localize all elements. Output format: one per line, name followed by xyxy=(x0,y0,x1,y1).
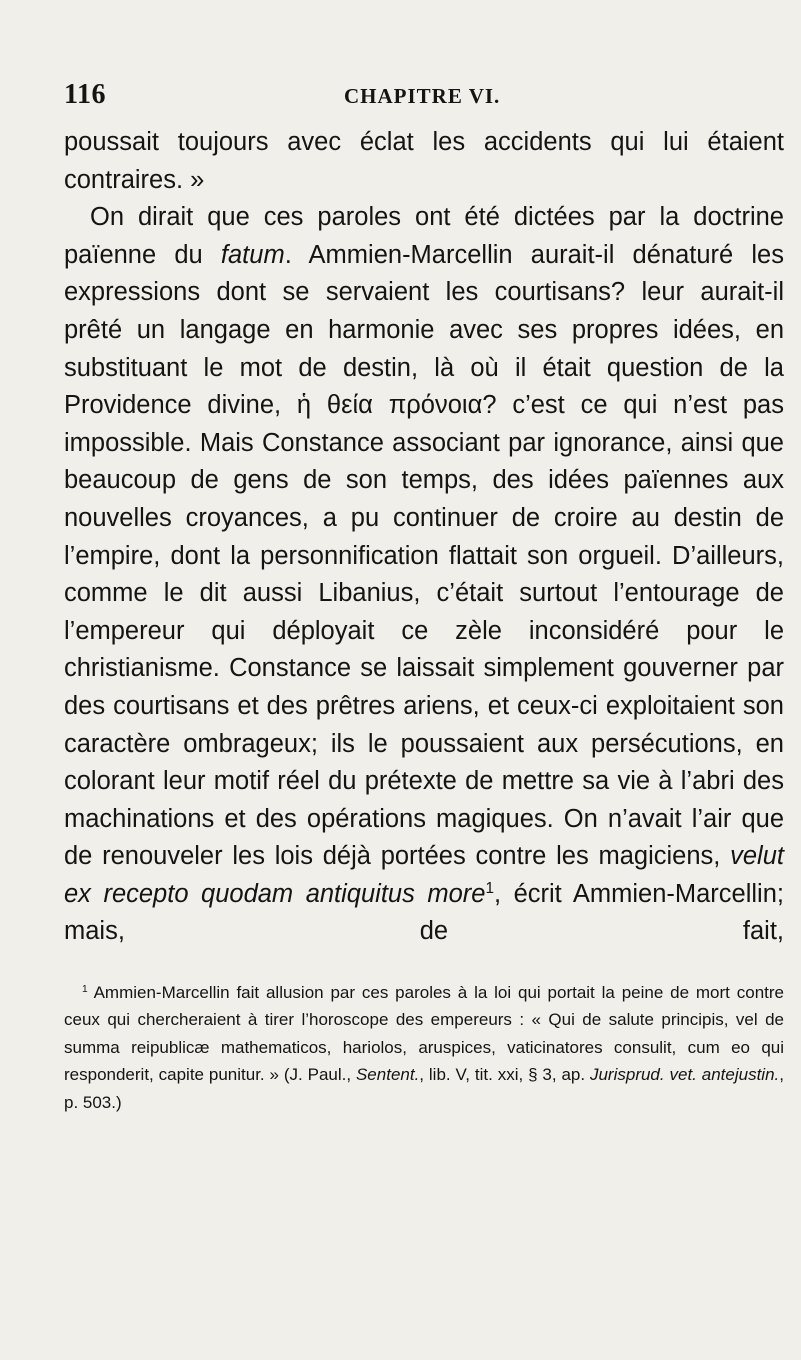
italic-text: fatum xyxy=(220,240,285,269)
page-header xyxy=(64,78,784,118)
italic-text: velut ex recepto quodam antiquitus more xyxy=(64,842,784,908)
text-run: , lib. V, tit. xxi, § 3, ap. xyxy=(419,1065,590,1085)
page-number: 116 xyxy=(64,79,106,110)
paragraph xyxy=(64,199,784,951)
text-run: On dirait que ces paroles ont été dictées par la doctrine païenne du xyxy=(64,203,784,269)
italic-text: Sentent. xyxy=(355,1065,420,1085)
body-text xyxy=(64,124,784,951)
text-run: , écrit Ammien-Marcellin; mais, de fait, xyxy=(64,879,784,946)
text-run: , p. 503.) xyxy=(64,1065,784,1112)
footnote-marker: 1 xyxy=(82,983,88,995)
italic-text: Jurisprud. vet. antejustin. xyxy=(589,1065,780,1085)
text-run: poussait toujours avec éclat les accidents qui lui étaient contraires. » xyxy=(64,128,784,194)
footnotes xyxy=(64,979,784,1116)
book-page xyxy=(64,78,784,1116)
footnote-marker: 1 xyxy=(485,879,494,897)
paragraph-continuation xyxy=(64,124,784,199)
running-head: CHAPITRE VI. xyxy=(344,84,501,108)
text-run: . Ammien-Marcellin aurait-il dénaturé les expressions dont se servaient les courtisans? leur aurait-il prêté un langage en harmonie avec ses propres idées, en substituant le mot de destin, là où il était question de la Providence divine, ἡ θεία πρόνοια? c’est ce qui n’est pas impossible. Mais Constance associant par ignorance, ainsi que beaucoup de gens de son temps, des idées païennes aux nouvelles croyances, a pu continuer de croire au destin de l’empire, dont la personnification flattait son orgueil. D’ailleurs, comme le dit aussi Libanius, c’était surtout l’entourage de l’empereur qui déployait ce zèle inconsidéré pour le christianisme. Constance se laissait simplement gouverner par des courtisans et des prêtres ariens, et ceux-ci exploitaient son caractère ombrageux; ils le poussaient aux persécutions, en colorant leur motif réel du prétexte de mettre sa vie à l’abri des machinations et des opérations magiques. On n’avait l’air que de renouveler les lois déjà portées contre les magiciens, xyxy=(64,240,784,871)
footnote-1 xyxy=(64,979,784,1116)
text-run: Ammien-Marcellin fait allusion par ces paroles à la loi qui portait la peine de mort contre ceux qui chercheraient à tirer l’horoscope des empereurs : « Qui de salute principis, vel de summa reipublicæ mathematicos, hariolos, aruspices, vaticinatores consulit, cum eo qui responderit, capite punitur. » (J. Paul., xyxy=(64,983,784,1085)
